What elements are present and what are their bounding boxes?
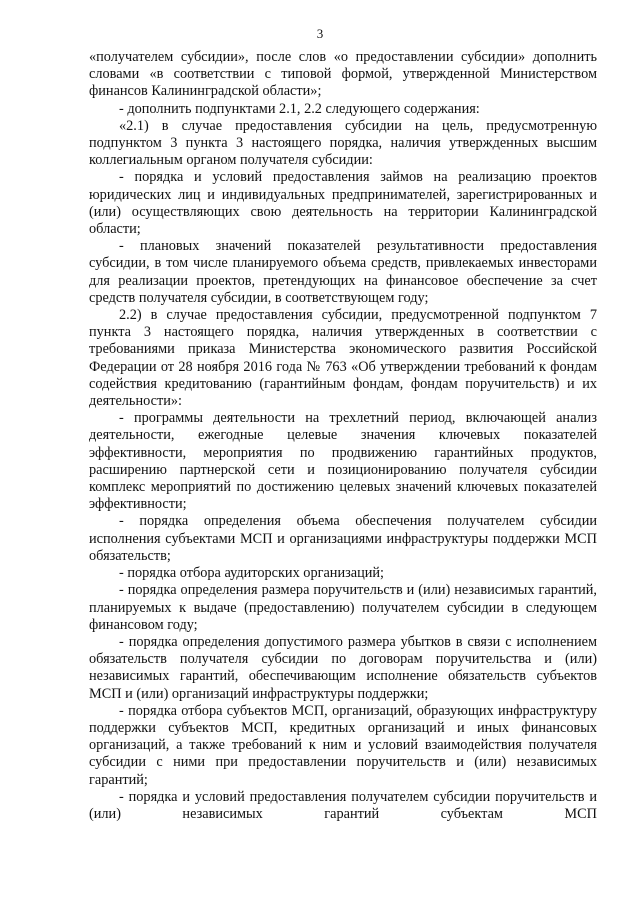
paragraph: - порядка и условий предоставления получателем субсидии поручительств и (или) независимых гарантий субъектам МСП xyxy=(89,788,597,822)
page-number: 3 xyxy=(316,26,324,41)
paragraph: - порядка определения допустимого размера убытков в связи с исполнением обязательств получателя субсидии по договорам поручительства и (или) независимых гарантий, обеспечивающим исполнение обязательств субъектов МСП и (или) организаций инфраструктуры поддержки; xyxy=(89,633,597,702)
paragraph: «2.1) в случае предоставления субсидии на цель, предусмотренную подпунктом 3 пункта 3 настоящего порядка, наличия утвержденных высшим коллегиальным органом получателя субсидии: xyxy=(89,117,597,169)
paragraph: - плановых значений показателей результативности предоставления субсидии, в том числе планируемого объема средств, привлекаемых инвесторами для реализации проектов, претендующих на финансовое обеспечение за счет средств получателя субсидии, в соответствующем году; xyxy=(89,238,597,306)
paragraph: - порядка определения размера поручительств и (или) независимых гарантий, планируемых к выдаче (предоставлению) получателем субсидии в следующем финансовом году; xyxy=(89,582,597,633)
paragraph: - программы деятельности на трехлетний период, включающей анализ деятельности, ежегодные целевые значения ключевых показателей эффективности, мероприятия по продвижению гарантийных продуктов, расширению партнерской сети и позиционированию получателя субсидии комплекс мероприятий по достижению целевых значений ключевых показателей эффективности; xyxy=(89,410,597,513)
document-body xyxy=(89,49,597,823)
paragraph: - порядка и условий предоставления займов на реализацию проектов юридических лиц и индивидуальных предпринимателей, зарегистрированных и (или) осуществляющих свою деятельность на территории Калининградской области; xyxy=(89,169,597,238)
paragraph: 2.2) в случае предоставления субсидии, предусмотренной подпунктом 7 пункта 3 настоящего порядка, наличия утвержденных в соответствии с требованиями приказа Министерства экономического развития Российской Федерации от 28 ноября 2016 года № 763 «Об утверждении требований к фондам содействия кредитованию (гарантийным фондам, фондам поручительств) и их деятельности»: xyxy=(89,307,597,410)
paragraph: - дополнить подпунктами 2.1, 2.2 следующего содержания: xyxy=(119,100,480,117)
paragraph: - порядка отбора субъектов МСП, организаций, образующих инфраструктуру поддержки субъектов МСП, кредитных организаций и иных финансовых организаций, а также требований к ним и условий взаимодействия получателя субсидии с ними при предоставлении поручительств и (или) независимых гарантий; xyxy=(89,702,597,788)
paragraph: «получателем субсидии», после слов «о предоставлении субсидии» дополнить словами «в соответствии с типовой формой, утвержденной Министерством финансов Калининградской области»; xyxy=(89,49,597,100)
paragraph: - порядка определения объема обеспечения получателем субсидии исполнения субъектами МСП и организациями инфраструктуры поддержки МСП обязательств; xyxy=(89,513,597,564)
paragraph: - порядка отбора аудиторских организаций; xyxy=(119,565,385,582)
